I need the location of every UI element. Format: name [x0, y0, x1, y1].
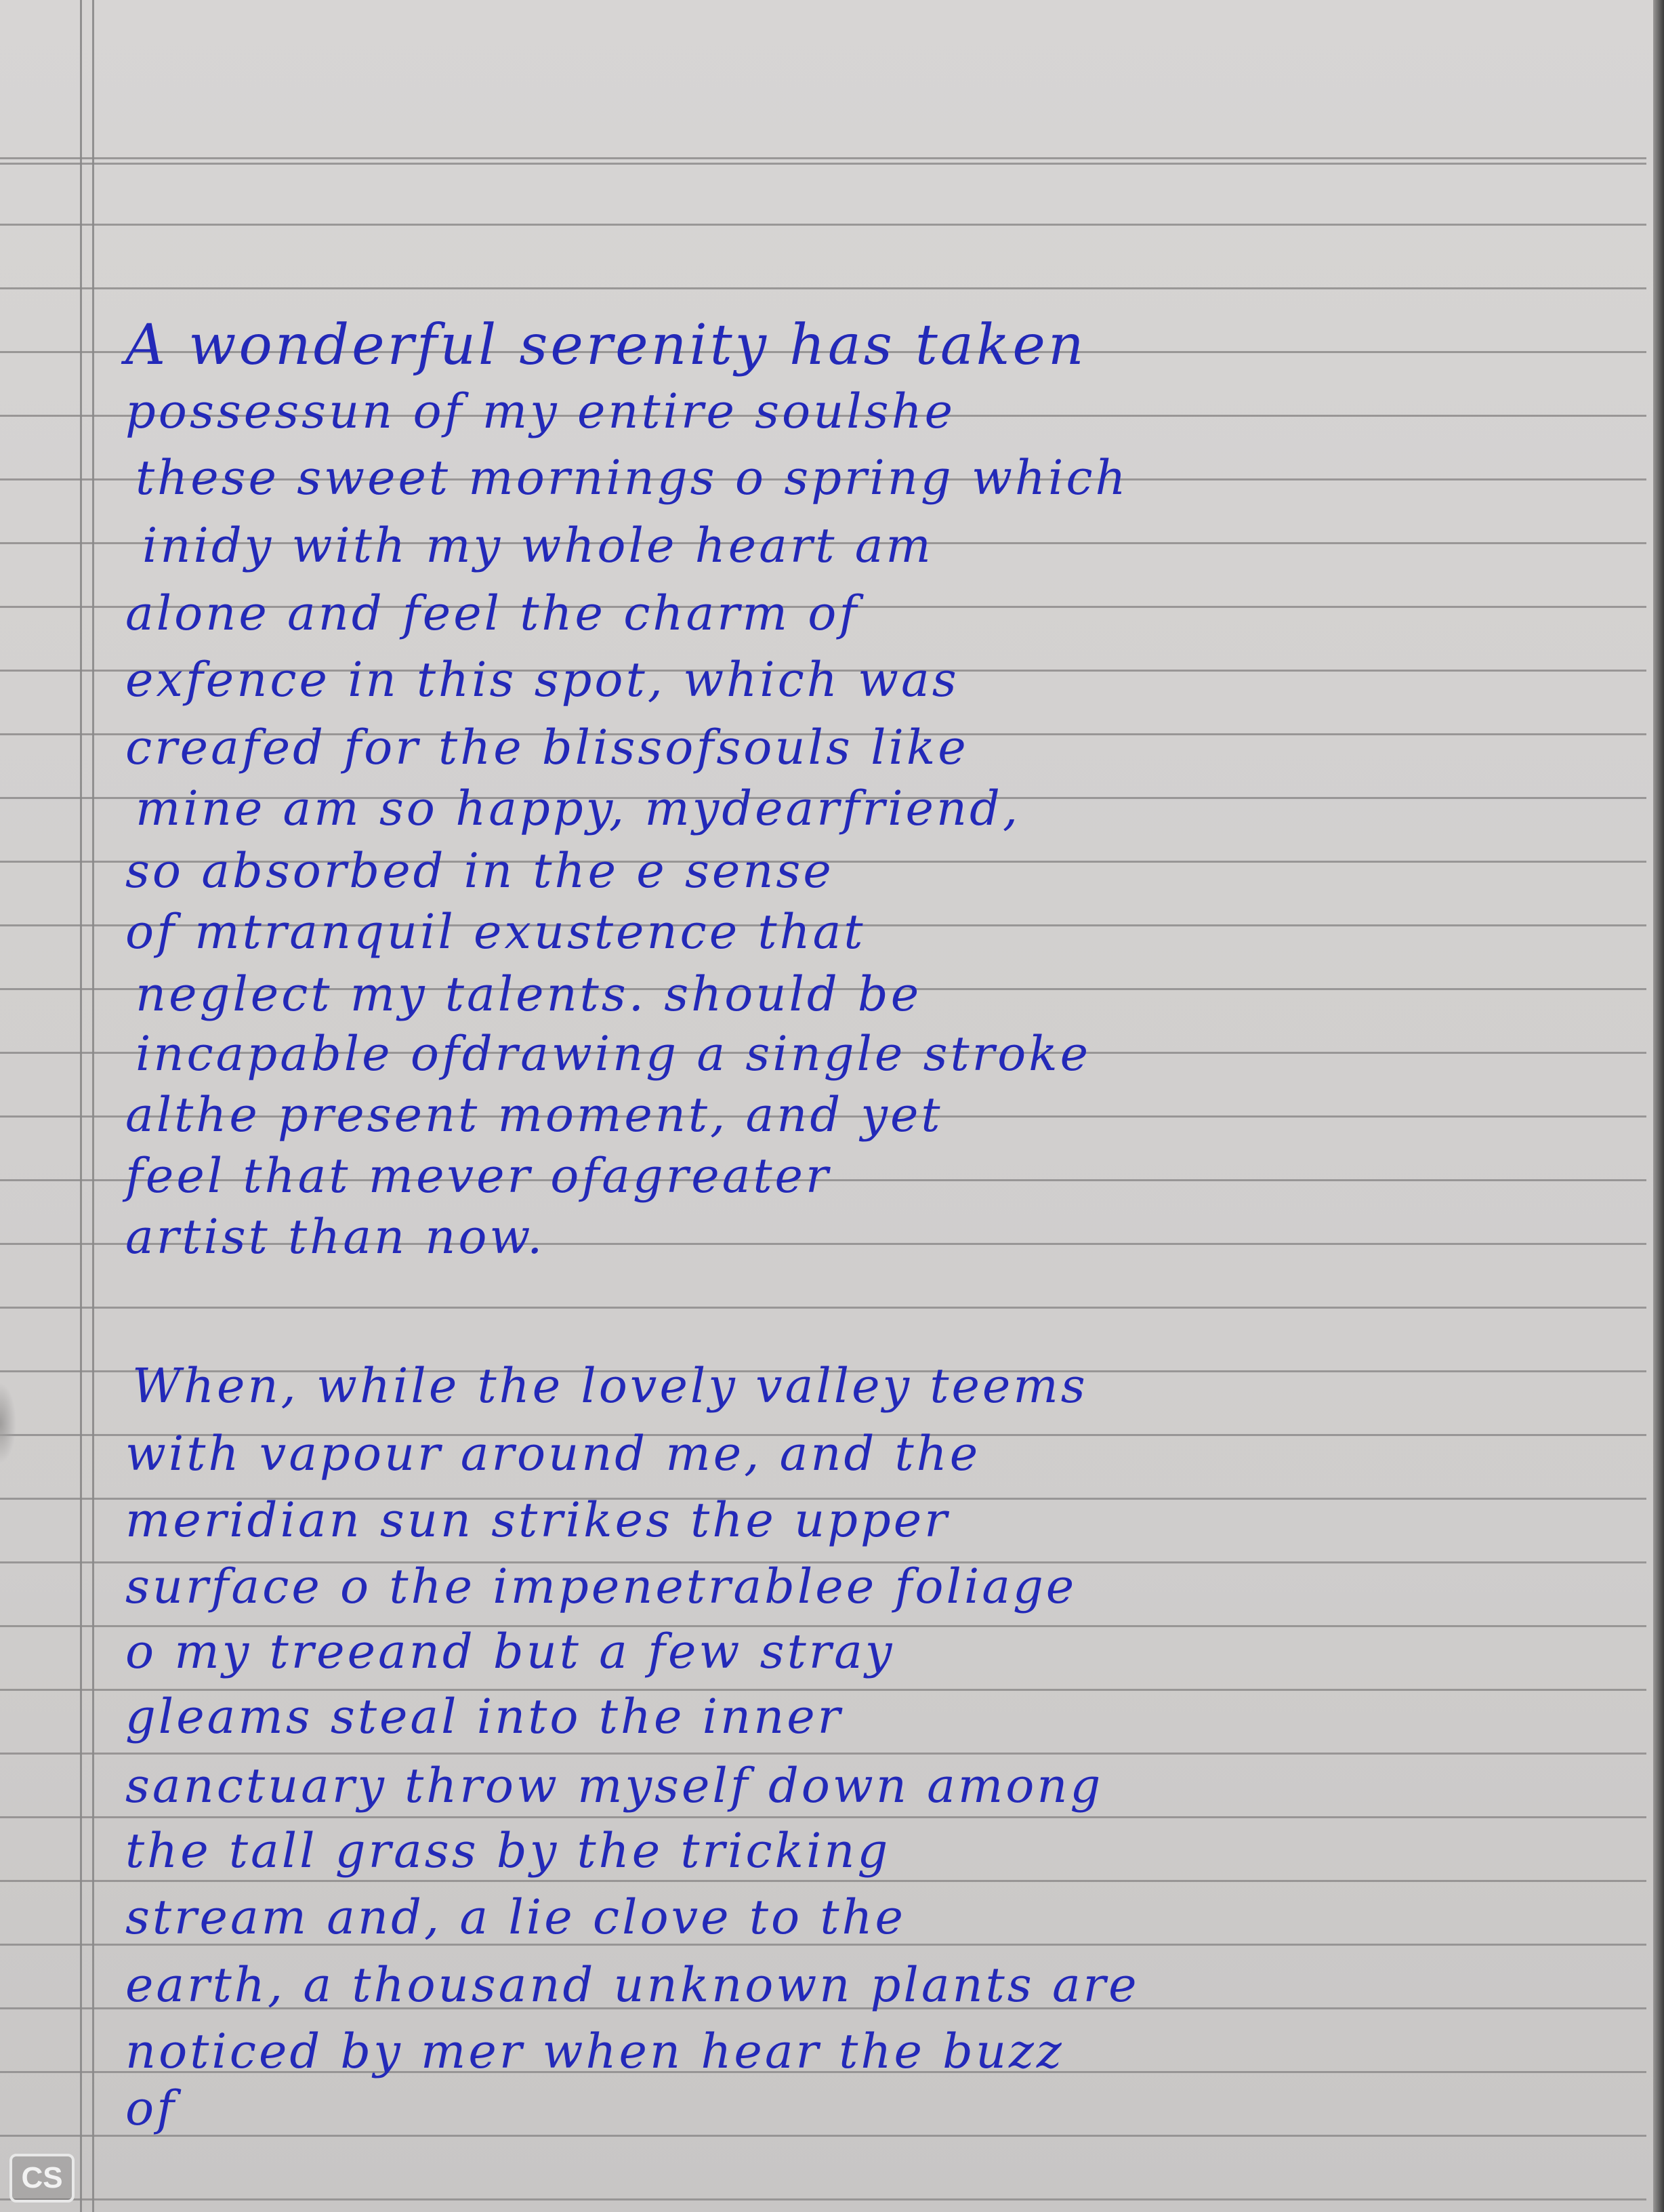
handwritten-line: feel that mever ofagreater [125, 1148, 831, 1204]
watermark-label: CS [21, 2161, 63, 2194]
handwritten-line: sanctuary throw myself down among [125, 1758, 1104, 1814]
handwritten-line: meridian sun strikes the upper [125, 1492, 950, 1548]
ruled-line [0, 287, 1646, 289]
handwritten-line: surface o the impenetrablee foliage [125, 1559, 1077, 1614]
page-edge-shadow [1653, 0, 1664, 2212]
handwritten-line: althe present moment, and yet [125, 1087, 943, 1143]
handwritten-line: neglect my talents. should be [136, 966, 922, 1022]
handwritten-line: incapable ofdrawing a single stroke [136, 1026, 1091, 1082]
handwritten-line: the tall grass by the tricking [125, 1823, 891, 1879]
margin-line-left [80, 0, 82, 2212]
handwritten-line: When, while the lovely valley teems [132, 1358, 1088, 1414]
handwritten-line: possessun of my entire soulshe [125, 384, 956, 439]
handwritten-line: of mtranquil exustence that [125, 904, 866, 960]
ruled-line [0, 1816, 1646, 1818]
ruled-line [0, 2135, 1646, 2137]
ruled-line [0, 1753, 1646, 1755]
handwritten-line: earth, a thousand unknown plants are [125, 1957, 1140, 2013]
handwritten-line: creafed for the blissofsouls like [125, 720, 969, 775]
ruled-line [0, 157, 1646, 159]
handwritten-line: stream and, a lie clove to the [125, 1889, 906, 1945]
margin-line-left-inner [92, 0, 94, 2212]
ruled-line [0, 1307, 1646, 1309]
camscanner-watermark [9, 2154, 75, 2203]
handwritten-line: noticed by mer when hear the buzz [125, 2024, 1064, 2079]
handwritten-line: gleams steal into the inner [125, 1689, 844, 1744]
handwritten-line: inidy with my whole heart am [142, 518, 934, 573]
handwritten-line: alone and feel the charm of [125, 586, 860, 641]
ruled-line [0, 163, 1646, 165]
handwritten-line: these sweet mornings o spring which [136, 450, 1129, 506]
punch-shadow [0, 1382, 16, 1464]
handwritten-line: A wonderful serenity has taken [125, 313, 1087, 377]
handwritten-line: mine am so happy, mydearfriend, [136, 781, 1021, 836]
handwritten-line: of [125, 2081, 178, 2136]
handwritten-line: artist than now. [125, 1209, 545, 1265]
handwritten-line: so absorbed in the e sense [125, 843, 834, 899]
handwritten-line: o my treeand but a few stray [125, 1624, 895, 1679]
ruled-line [0, 224, 1646, 226]
handwritten-line: exfence in this spot, which was [125, 652, 959, 708]
handwritten-line: with vapour around me, and the [125, 1426, 981, 1481]
ruled-line [0, 2198, 1646, 2200]
